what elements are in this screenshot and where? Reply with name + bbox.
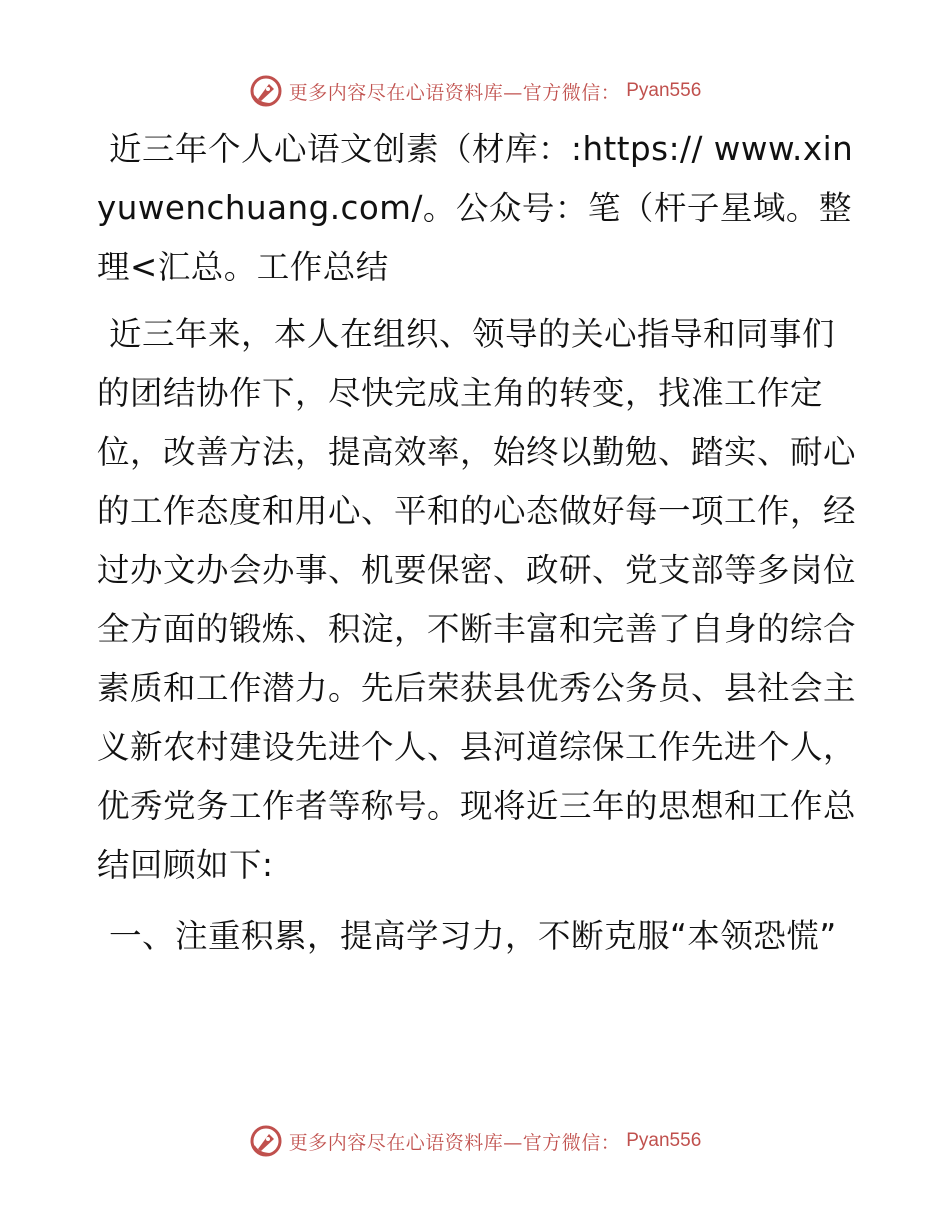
section-heading-1: 一、注重积累，提高学习力，不断克服“本领恐慌” — [109, 917, 837, 955]
document-body — [97, 120, 857, 966]
footer-banner — [0, 1121, 950, 1161]
header-banner-inner — [249, 74, 702, 108]
footer-banner-text: 更多内容尽在心语资料库—官方微信： — [288, 1131, 621, 1154]
pen-nib-logo-icon — [249, 1124, 283, 1158]
document-title: 近三年个人心语文创素（材库：:https:// www.xinyuwenchuang.com/。公众号：笔（杆子星域。整理<汇总。工作总结 — [97, 130, 854, 286]
header-wechat-id: Pyan556 — [626, 80, 702, 101]
header-banner-text: 更多内容尽在心语资料库—官方微信： — [288, 81, 621, 104]
footer-wechat-id: Pyan556 — [626, 1130, 702, 1151]
header-banner — [0, 71, 950, 111]
footer-banner-inner — [249, 1124, 702, 1158]
pen-nib-logo-icon — [249, 74, 283, 108]
paragraph-1: 近三年来，本人在组织、领导的关心指导和同事们的团结协作下，尽快完成主角的转变，找准工作定位，改善方法，提高效率，始终以勤勉、踏实、耐心的工作态度和用心、平和的心态做好每一项工作，经过办文办会办事、机要保密、政研、党支部等多岗位全方面的锻炼、积淀，不断丰富和完善了自身的综合素质和工作潜力。先后荣获县优秀公务员、县社会主义新农村建设先进个人、县河道综保工作先进个人，优秀党务工作者等称号。现将近三年的思想和工作总结回顾如下: — [97, 315, 857, 884]
